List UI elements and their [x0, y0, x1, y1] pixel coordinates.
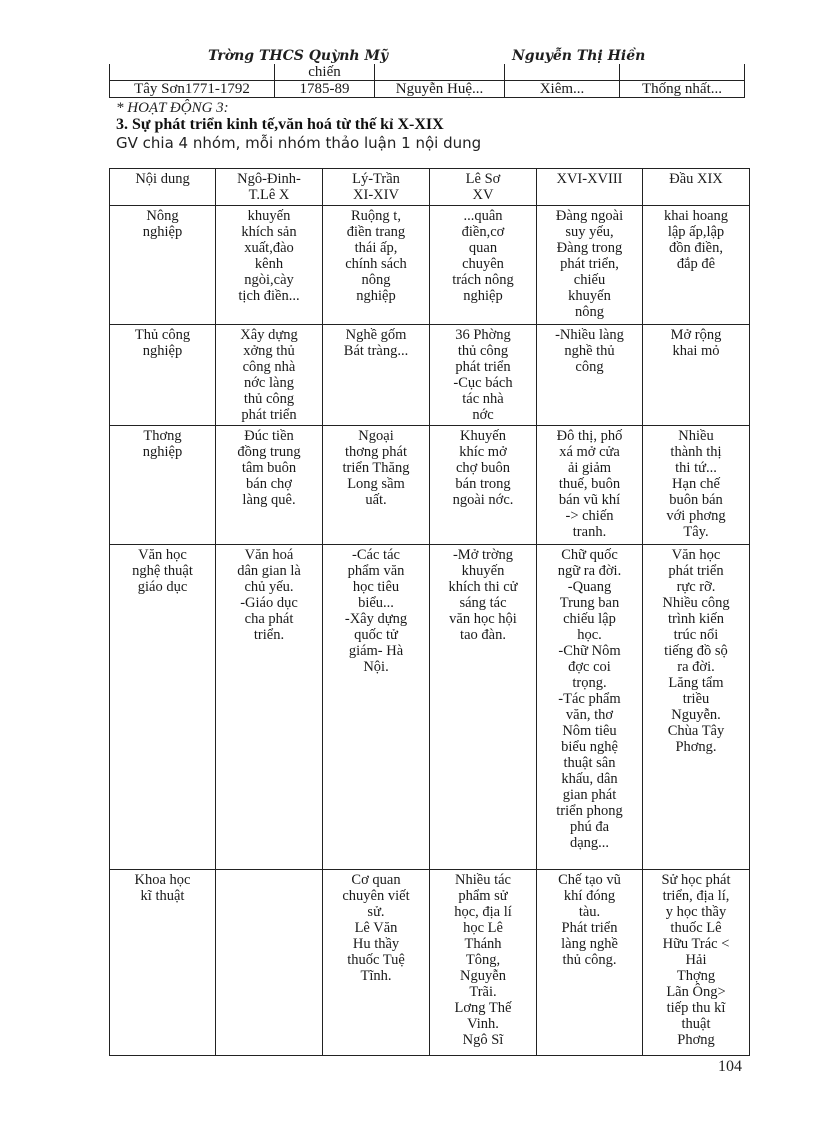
table-cell: Nhiều tác phẩm sử học, địa lí học Lê Thánh Tông, Nguyễn Trãi. Lơng Thế Vinh. Ngô Sĩ — [430, 870, 537, 1056]
table-row — [110, 325, 750, 426]
table-cell — [216, 870, 323, 1056]
header-cell: Lê Sơ XV — [430, 169, 537, 206]
table-cell: -Nhiều làng nghề thủ công — [537, 325, 643, 426]
table-cell: Khuyến khíc mở chợ buôn bán trong ngoài nớc. — [430, 426, 537, 545]
top-cell: Thống nhất... — [620, 81, 745, 98]
table-cell: Thủ công nghiệp — [110, 325, 216, 426]
table-cell: ...quân điền,cơ quan chuyên trách nông nghiệp — [430, 206, 537, 325]
header-cell: Nội dung — [110, 169, 216, 206]
table-cell: Văn hoá dân gian là chủ yếu. -Giáo dục cha phát triển. — [216, 545, 323, 870]
table-cell: Cơ quan chuyên viết sử. Lê Văn Hu thầy thuốc Tuệ Tĩnh. — [323, 870, 430, 1056]
table-cell: Văn học nghệ thuật giáo dục — [110, 545, 216, 870]
table-cell: khuyến khích sản xuất,đào kênh ngòi,cày tịch điền... — [216, 206, 323, 325]
activity-label: * HOẠT ĐỘNG 3: — [116, 100, 229, 116]
table-cell: Nông nghiệp — [110, 206, 216, 325]
top-cell-empty — [620, 64, 745, 81]
table-cell: Chế tạo vũ khí đóng tàu. Phát triển làng nghề thủ công. — [537, 870, 643, 1056]
top-cell: Xiêm... — [505, 81, 620, 98]
table-cell: -Mở trờng khuyến khích thi cử sáng tác văn học hội tao đàn. — [430, 545, 537, 870]
top-cell: Nguyễn Huệ... — [375, 81, 505, 98]
top-cell: 1785-89 — [275, 81, 375, 98]
table-cell: Sử học phát triển, địa lí, y học thầy thuốc Lê Hữu Trác < Hải Thợng Lãn Ông> tiếp thu kĩ thuật Phơng — [643, 870, 750, 1056]
top-cell-empty — [375, 64, 505, 81]
table-row — [110, 870, 750, 1056]
table-cell: khai hoang lập ấp,lập đồn điền, đắp đê — [643, 206, 750, 325]
table-cell: Đúc tiền đồng trung tâm buôn bán chợ làng quê. — [216, 426, 323, 545]
table-row — [110, 426, 750, 545]
school-name: Trờng THCS Quỳnh Mỹ — [208, 48, 389, 64]
table-cell: Mở rộng khai mỏ — [643, 325, 750, 426]
table-header-row — [110, 169, 750, 206]
table-cell: Xây dựng xởng thủ công nhà nớc làng thủ công phát triển — [216, 325, 323, 426]
top-table-fragment — [109, 64, 745, 98]
table-cell: Khoa học kĩ thuật — [110, 870, 216, 1056]
header-cell: XVI-XVIII — [537, 169, 643, 206]
top-cell-empty — [505, 64, 620, 81]
header-cell: Lý-Trần XI-XIV — [323, 169, 430, 206]
top-cell-partial: chiến — [275, 64, 375, 81]
table-cell: Ngoại thơng phát triển Thăng Long sầm uất. — [323, 426, 430, 545]
table-cell: 36 Phờng thủ công phát triển -Cục bách tác nhà nớc — [430, 325, 537, 426]
top-cell: Tây Sơn1771-1792 — [110, 81, 275, 98]
top-cell-empty — [110, 64, 275, 81]
table-cell: Nhiều thành thị thi tứ... Hạn chế buôn bán với phơng Tây. — [643, 426, 750, 545]
table-cell: Chữ quốc ngữ ra đời. -Quang Trung ban chiếu lập học. -Chữ Nôm đợc coi trọng. -Tác phẩm văn, thơ Nôm tiêu biểu nghệ thuật sân khấu, dân gian phát triển phong phú đa dạng... — [537, 545, 643, 870]
header-cell: Ngô-Đinh- T.Lê X — [216, 169, 323, 206]
table-cell: Nghề gốm Bát tràng... — [323, 325, 430, 426]
table-cell: Văn học phát triển rực rỡ. Nhiều công trình kiến trúc nổi tiếng đồ sộ ra đời. Lăng tẩm triều Nguyễn. Chùa Tây Phơng. — [643, 545, 750, 870]
table-cell: Đàng ngoài suy yếu, Đàng trong phát triển, chiếu khuyến nông — [537, 206, 643, 325]
page-number: 104 — [718, 1058, 742, 1075]
table-cell: Đô thị, phố xá mở cửa ải giảm thuế, buôn bán vũ khí -> chiến tranh. — [537, 426, 643, 545]
table-cell: -Các tác phẩm văn học tiêu biểu... -Xây dựng quốc tử giám- Hà Nội. — [323, 545, 430, 870]
table-cell: Thơng nghiệp — [110, 426, 216, 545]
instruction-text: GV chia 4 nhóm, mỗi nhóm thảo luận 1 nội dung — [116, 134, 482, 152]
teacher-name: Nguyễn Thị Hiền — [512, 48, 646, 64]
section-title: 3. Sự phát triển kinh tế,văn hoá từ thế kỉ X-XIX — [116, 116, 444, 133]
table-row — [110, 545, 750, 870]
table-row — [110, 206, 750, 325]
header-cell: Đầu XIX — [643, 169, 750, 206]
table-cell: Ruộng t, điền trang thái ấp, chính sách nông nghiệp — [323, 206, 430, 325]
development-table — [109, 168, 750, 1056]
